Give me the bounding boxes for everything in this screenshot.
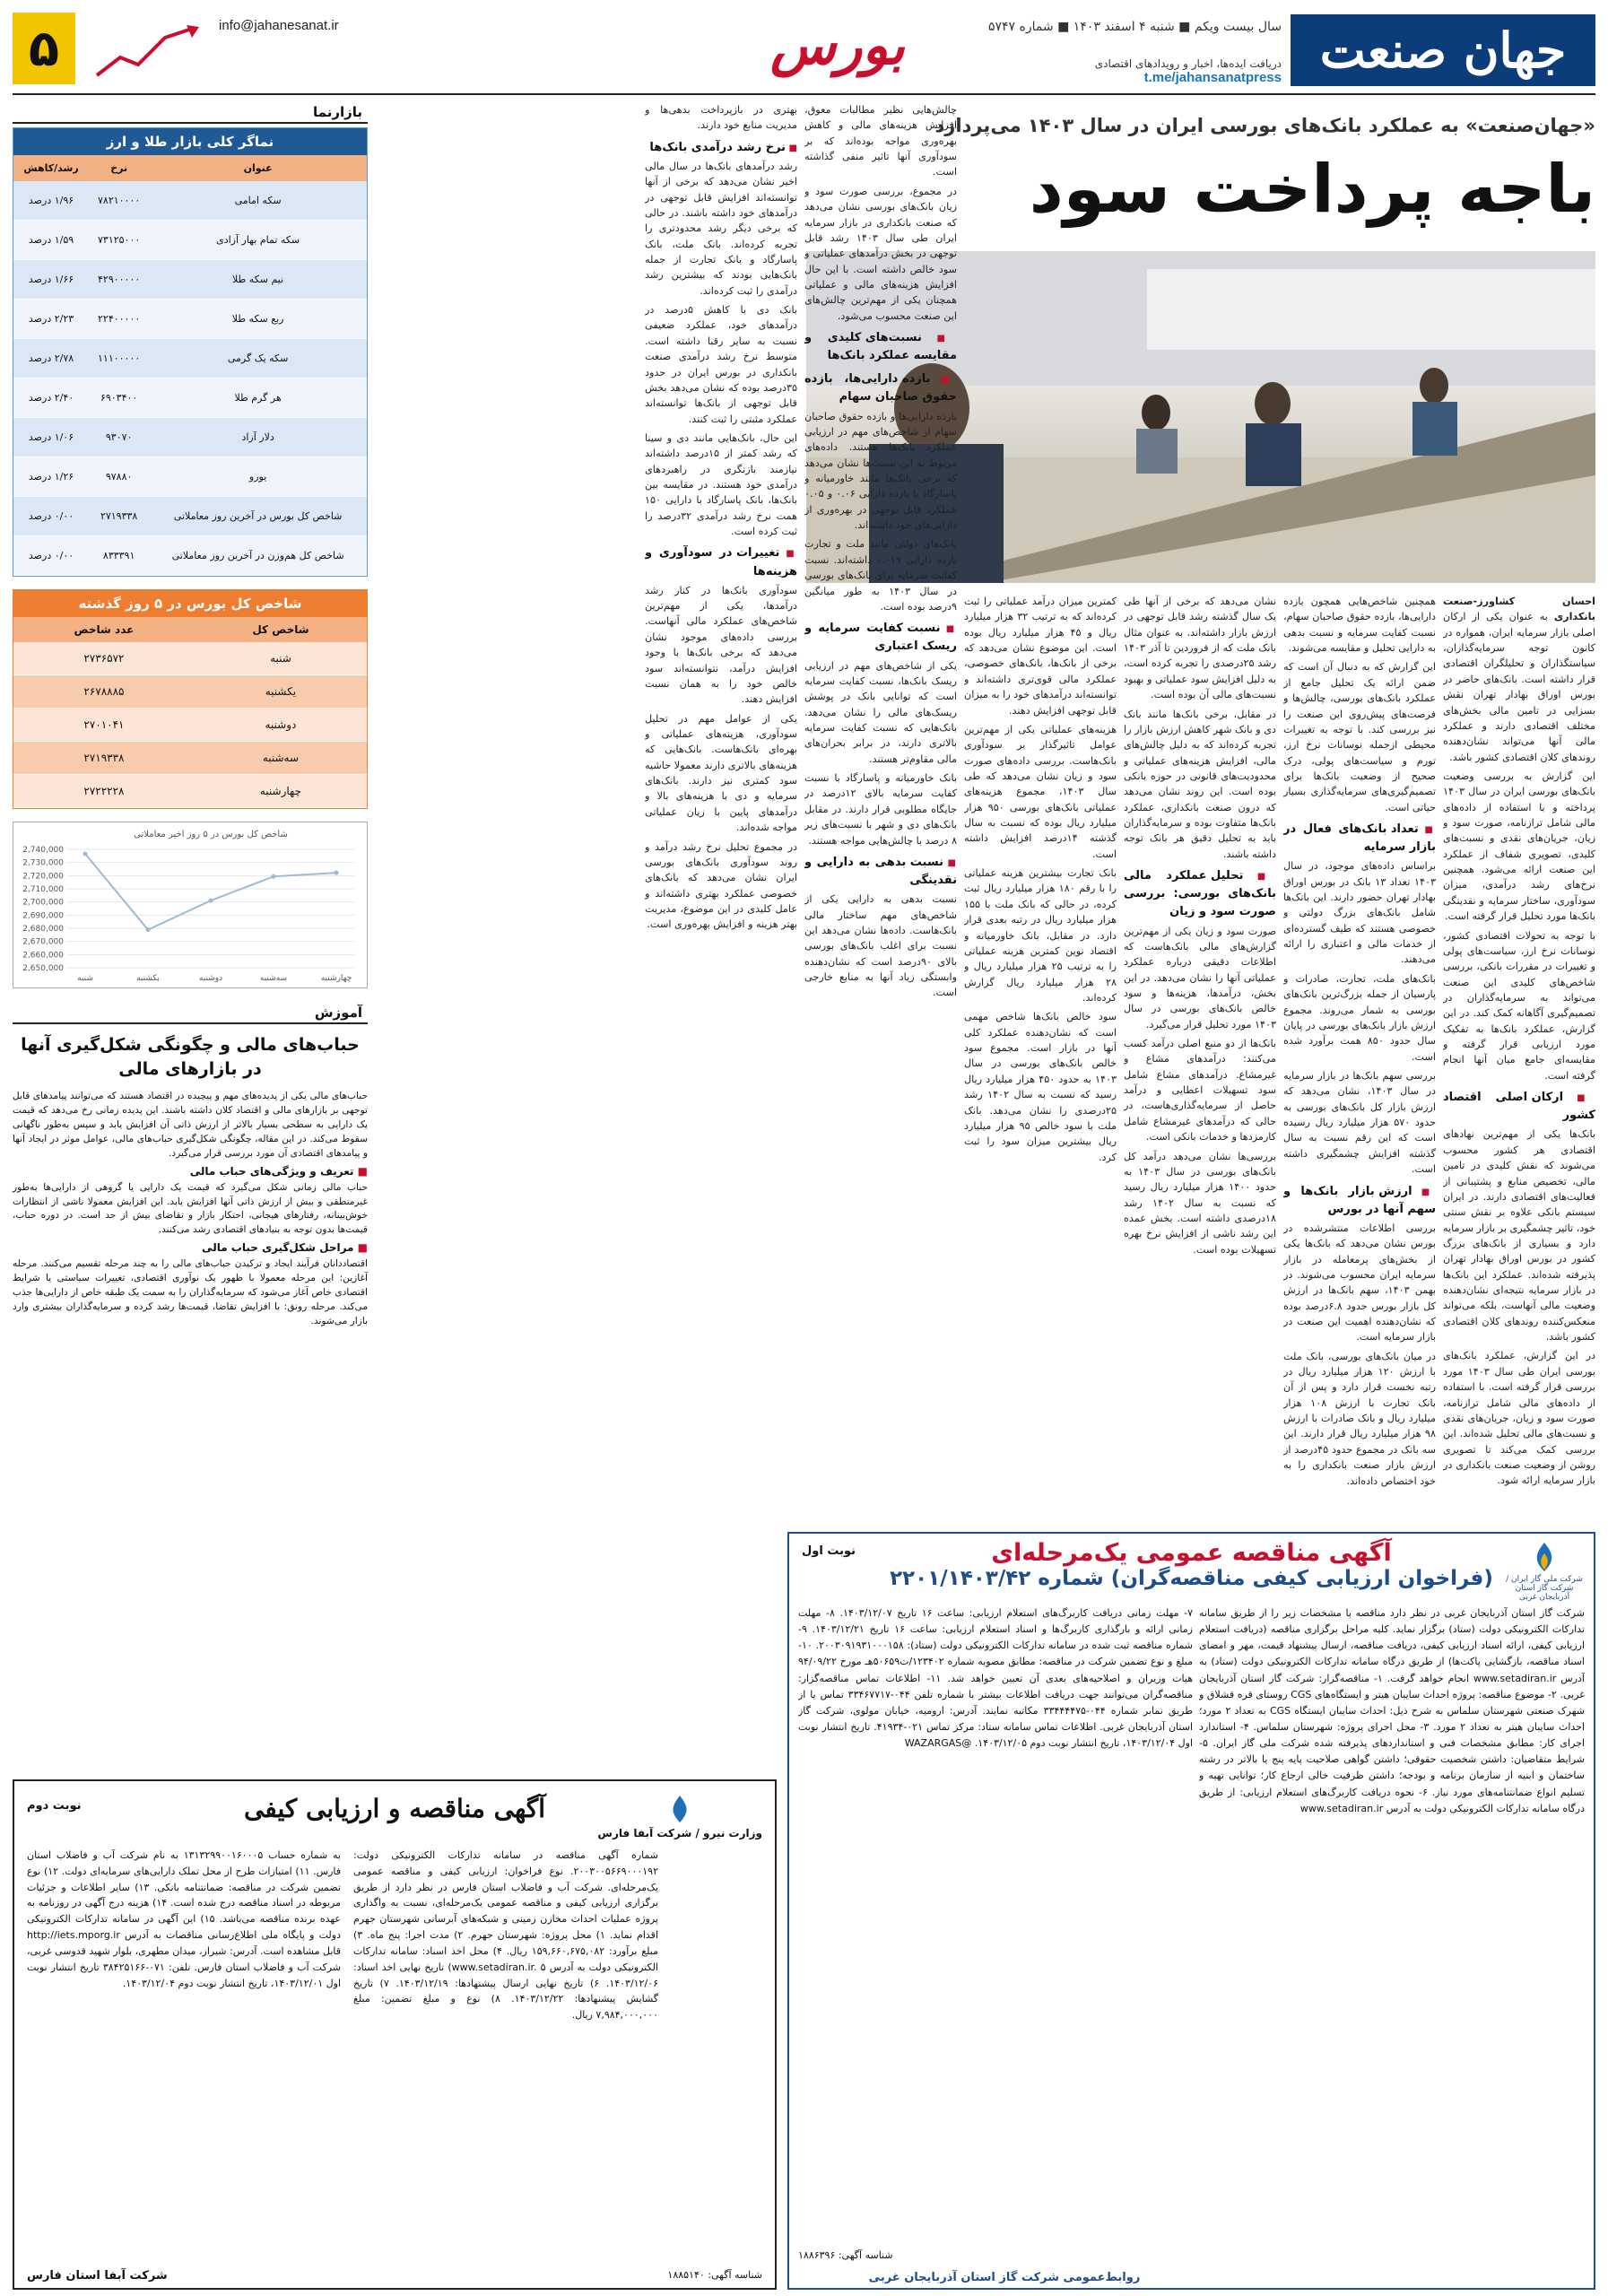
table-row xyxy=(13,378,367,418)
section-title: بورس xyxy=(770,14,905,77)
ad-id: شناسه آگهی: ۱۸۸۶۳۹۶ xyxy=(798,2249,893,2261)
section-heading: ■ تعریف و ویژگی‌های حباب مالی xyxy=(13,1165,368,1178)
y-tick-label: 2,730,000 xyxy=(22,858,64,868)
section-heading: ■ نرخ رشد درآمدی بانک‌ها xyxy=(645,139,797,157)
table-cell: ۹۳۰۷۰ xyxy=(89,418,149,457)
article-column-3 xyxy=(1124,594,1276,1526)
section-heading: ■ نسبت کفایت سرمایه و ریسک اعتباری xyxy=(804,620,957,656)
index-table-title: شاخص کل بورس در ۵ روز گذشته xyxy=(13,590,367,617)
table-row xyxy=(13,642,367,675)
paragraph: بانک تجارت بیشترین هزینه عملیاتی را با رقم ۱۸۰ هزار میلیارد ریال ثبت کرده، در حالی که بانک ملت با ۱۵۵ هزار میلیارد ریال در رتبه بعدی قرار دارد. در مقابل، بانک خاورمیانه و اقتصاد نوین کمترین هزینه عملیاتی را به ترتیب ۲۵ هزار میلیارد ریال و ۲۸ هزار میلیارد ریال گزارش کرده‌اند. xyxy=(964,867,1117,1004)
ad-body-right: شرکت گاز استان آذربایجان غربی در نظر دارد مناقصه با مشخصات زیر را از طریق سامانه تدارکات الکترونیکی دولت (ستاد) برگزار نماید. کلیه مراحل برگزاری مناقصه (دریافت استعلام ارزیابی کیفی، ارائه اسناد ارزیابی کیفی، دریافت مناقصه، ارسال پیشنهاد قیمت، مهر و امضای اسناد مناقصه، بازگشایی پاکت‌ها) از طریق درگاه سامانه تدارکات الکترونیکی دولت (ستاد) به آدرس www.setadiran.ir انجام خواهد گرفت. ۱- مناقصه‌گزار: شرکت گاز استان آذربایجان غربی. ۲- موضوع مناقصه: پروژه احداث سایبان هیتر و ایستگاه‌های CGS روستای قره قشلاق و شهرک صنعتی شهرستان سلماس به شرح ذیل: احداث سایبان ایستگاه CGS به تعداد ۲ مورد؛ احداث سایبان هیتر به تعداد ۲ مورد. ۳- محل اجرای پروژه: شهرستان سلماس. ۴- استاندارد اجرای کار: مطابق مشخصات فنی و استانداردهای پذیرفته شده شرکت ملی گاز ایران. ۵- شرایط متقاضیان: داشتن شخصیت حقوقی؛ داشتن گواهی صلاحیت پایه پنج یا بالاتر در رشته ساختمان و ابنیه از سازمان برنامه و بودجه؛ داشتن ظرفیت خالی ارجاع کار؛ توانایی تهیه و تسلیم انواع ضمانتنامه‌های مورد نیاز. ۶- نحوه دریافت کاربرگ‌های استعلام ارزیابی: از طریق درگاه سامانه تدارکات الکترونیکی دولت به آدرس www.setadiran.ir xyxy=(1199,1607,1585,1814)
table-cell: ۲/۴۰ درصد xyxy=(13,378,89,418)
table-cell: ۲/۷۸ درصد xyxy=(13,339,89,378)
section-heading: ■ تعداد بانک‌های فعال در بازار سرمایه xyxy=(1283,821,1436,857)
y-tick-label: 2,740,000 xyxy=(22,846,64,855)
y-tick-label: 2,700,000 xyxy=(22,898,64,908)
gold-table-title: نماگر کلی بازار طلا و ارز xyxy=(13,128,367,155)
paragraph: این گزارش که به دنبال آن است که ضمن ارائه یک تحلیل جامع از عملکرد بانک‌های بورسی، چالش‌ها و فرصت‌های پیش‌روی این صنعت را نیز بررسی کند. با توجه به تغییرات محیطی ازجمله نوسانات نرخ ارز، تورم و سیاست‌های پولی، درک صحیح از وضعیت بانک‌ها برای تصمیم‌گیری‌های سرمایه‌گذاری بسیار حیاتی است. xyxy=(1283,661,1436,813)
email-address[interactable]: info@jahanesanat.ir xyxy=(219,18,339,33)
education-title: حباب‌های مالی و چگونگی شکل‌گیری آنها در بازارهای مالی xyxy=(21,1035,360,1079)
paragraph: با توجه به تحولات اقتصادی کشور، نوسانات نرخ ارز، سیاست‌های پولی و تغییرات در مقررات بانکی، بررسی شاخص‌های کلیدی این صنعت می‌تواند به سرمایه‌گذاران در تصمیم‌گیری آگاهانه کمک کند. در این گزارش، عملکرد بانک‌ها به تفکیک مورد ارزیابی قرار گرفته و مقایسه‌ای جامع میان آنها انجام گرفته است. xyxy=(1443,929,1595,1082)
data-point xyxy=(209,899,213,903)
flame-icon xyxy=(1526,1541,1562,1573)
y-tick-label: 2,670,000 xyxy=(22,937,64,947)
data-point xyxy=(272,874,276,879)
issue-info: سال بیست ویکم ■ شنبه ۴ اسفند ۱۴۰۳ ■ شماره ۵۷۴۷ xyxy=(987,20,1282,34)
article-column-5 xyxy=(804,102,957,1770)
ad-title: آگهی مناقصه عمومی یک‌مرحله‌ای xyxy=(991,1539,1392,1567)
paragraph: همچنین شاخص‌هایی همچون بازده دارایی‌ها، بازده حقوق صاحبان سهام، نسبت کفایت سرمایه و نسبت بدهی به دارایی تحلیل و مقایسه می‌شوند. xyxy=(1283,596,1436,655)
index-line-chart xyxy=(13,822,368,988)
table-cell: ۰/۰۰ درصد xyxy=(13,536,89,576)
chart-title: شاخص کل بورس در ۵ روز اخیر معاملاتی xyxy=(134,830,288,839)
ad-body-right: شماره آگهی مناقصه در سامانه تدارکات الکترونیکی دولت: ۲۰۰۳۰۰۵۶۶۹۰۰۰۱۹۲. نوع فراخوان: ارزیابی کیفی و مناقصه عمومی یک‌مرحله‌ای. شرکت آب و فاضلاب استان فارس در نظر دارد از طریق برگزاری ارزیابی کیفی و مناقصه عمومی یک‌مرحله‌ای، نسبت به واگذاری پروژه عملیات احداث مخازن زمینی و شبکه‌های آبرسانی شهرستان جهرم اقدام نماید. ۱) محل پروژه: شهرستان جهرم. ۲) مدت اجرا: پنج ماه. ۳) مبلغ برآورد: ۱۵۹,۶۶۰,۶۷۵,۰۸۲ ریال. ۴) محل اخذ اسناد: سامانه تدارکات الکترونیکی دولت به آدرس www.setadiran.ir. ۵) تاریخ نهایی اخذ اسناد: ۱۴۰۳/۱۲/۰۶. ۶) تاریخ نهایی ارسال پیشنهادها: ۱۴۰۳/۱۲/۱۹. ۷) تاریخ گشایش پیشنهادها: ۱۴۰۳/۱۲/۲۲. ۸) نوع و مبلغ تضمین: مبلغ ۷,۹۸۴,۰۰۰,۰۰۰ ریال. xyxy=(353,1849,658,2022)
table-cell: چهارشنبه xyxy=(195,775,367,808)
x-tick-label: یکشنبه xyxy=(136,974,160,983)
article-column-6 xyxy=(645,102,797,1770)
data-point xyxy=(83,852,88,857)
ad-body-left: ۷- مهلت زمانی دریافت کاربرگ‌های استعلام ارزیابی: ساعت ۱۶ تاریخ ۱۴۰۳/۱۲/۰۷. ۸- مهلت زمانی ارائه و بارگذاری کاربرگ‌ها و اسناد استعلام ارزیابی: ساعت ۱۶ تاریخ ۱۴۰۳/۱۲/۲۱. ۹- شماره مناقصه ثبت شده در سامانه تدارکات الکترونیکی دولت (ستاد): ۲۰۰۳۰۹۱۹۳۱۰۰۰۱۵۸. ۱۰- مبلغ و نوع تضمین شرکت در مناقصه: مطابق مصوبه شماره ۱۲۳۴۰۲/ت۵۰۶۵۹هـ مورخ ۹۴/۰۹/۲۲ هیات وزیران و اصلاحیه‌های بعدی آن تعیین خواهد شد. ۱۱- اطلاعات تماس مناقصه‌گزار: مناقصه‌گران می‌توانند جهت دریافت اطلاعات بیشتر با شماره تلفن ۰۴۴-۳۳۴۶۷۷۱۷ تماس یا از طریق نمابر شماره ۰۴۴-۳۳۴۴۴۴۷۵ مکاتبه نمایند. آدرس: ارومیه، خیابان مولوی، شرکت گاز استان آذربایجان غربی. اطلاعات تماس سامانه ستاد: مرکز تماس ۰۲۱-۴۱۹۳۴. تاریخ انتشار نوبت اول ۱۴۰۳/۱۲/۰۴، تاریخ انتشار نوبت دوم ۱۴۰۳/۱۲/۰۵. @WAZARGAS xyxy=(798,1607,1193,1750)
table-cell: سه‌شنبه xyxy=(195,742,367,775)
paragraph: یکی از شاخص‌های مهم در ارزیابی ریسک بانک‌ها، نسبت کفایت سرمایه است که توانایی بانک در پوشش ریسک‌های مالی را نشان می‌دهد. بانک‌هایی که نسبت کفایت سرمایه بالاتری دارند، در برابر بحران‌های مالی مقاوم‌تر هستند. xyxy=(804,659,957,765)
paragraph: در این گزارش، عملکرد بانک‌های بورسی ایران طی سال ۱۴۰۳ مورد بررسی قرار گرفته است. با استفاده از داده‌های مالی شامل ترازنامه، صورت سود و زیان، جریان‌های نقدی و نسبت‌های مالی تحلیل شده‌اند. این بررسی کمک می‌کند تا تصویری روشن از وضعیت صنعت بانکداری در بازار سرمایه ارائه شود. xyxy=(1443,1350,1595,1487)
table-cell: ۲/۲۳ درصد xyxy=(13,300,89,339)
section-heading: ■ تحلیل عملکرد مالی بانک‌های بورسی: بررسی صورت سود و زیان xyxy=(1124,867,1276,921)
paragraph: نشان می‌دهد که برخی از آنها طی یک سال گذشته رشد قابل توجهی در ارزش بازار داشته‌اند. به عنوان مثال بانک ملت که از فروردین تا آذر ۱۴۰۳ رشد ۲۵درصدی را تجربه کرده است، به دلیل افزایش سود عملیاتی و بهبود نسبت‌های مالی آن بوده است. xyxy=(1124,596,1276,701)
table-cell: ۴۲۹۰۰۰۰۰ xyxy=(89,260,149,300)
table-row xyxy=(13,775,367,808)
paragraph: هزینه‌های عملیاتی یکی از مهم‌ترین عوامل تاثیرگذار بر سودآوری بانک‌هاست. بررسی داده‌های صورت سود و زیان نشان می‌دهد که طی سال ۱۴۰۳، مجموع هزینه‌های عملیاتی بانک‌های بورسی ۹۵۰ هزار میلیارد ریال بوده که نسبت به سال گذشته ۱۴درصد افزایش داشته است. xyxy=(964,723,1117,860)
table-row xyxy=(13,418,367,457)
data-point xyxy=(335,871,339,875)
x-tick-label: دوشنبه xyxy=(198,974,223,983)
table-cell: ۸۳۳۳۹۱ xyxy=(89,536,149,576)
table-cell: ۲۷۳۶۵۷۲ xyxy=(13,642,195,675)
paragraph: این حال، بانک‌هایی مانند دی و سینا که رشد کمتر از ۱۵درصد داشته‌اند نیازمند بازنگری در راهبردهای درآمدی خود هستند. در مقایسه بین بانک‌ها، بانک پاسارگاد با دارایی ۱۵۰ همت نرخ رشد درآمدی ۳۲درصد را ثبت کرده است. xyxy=(645,431,797,538)
paragraph: در میان بانک‌های بورسی، بانک ملت با ارزش ۱۲۰ هزار میلیارد ریال در رتبه نخست قرار دارد و پس از آن بانک تجارت با ارزش ۱۰۸ هزار میلیارد ریال و بانک صادرات با ارزش ۹۸ هزار میلیارد ریال قرار دارند. این سه بانک در مجموع حدود ۴۵درصد از ارزش بازار صنعت بانکداری را به خود اختصاص داده‌اند. xyxy=(1283,1350,1436,1487)
table-cell: ۱۱۱۰۰۰۰۰ xyxy=(89,339,149,378)
paragraph: در مقابل، برخی بانک‌ها مانند بانک دی و بانک شهر کاهش ارزش بازار را تجربه کرده‌اند که به دلیل چالش‌های مالی، افزایش هزینه‌های عملیاتی و محدودیت‌های قانونی در حوزه بانکی بوده است. این روند نشان می‌دهد که درون صنعت بانکداری، عملکرد بانک‌ها متفاوت بوده و سرمایه‌گذاران باید به تحلیل دقیق هر بانک توجه داشته باشند. xyxy=(1124,708,1276,860)
column-header: عنوان xyxy=(149,155,367,181)
paragraph: حباب‌های مالی یکی از پدیده‌های مهم و پیچیده در اقتصاد هستند که می‌توانند پیامدهای قابل توجهی بر بازارهای مالی و اقتصاد کلان داشته باشند. این پدیده زمانی رخ می‌دهد که قیمت یک دارایی به سطحی بسیار بالاتر از ارزش ذاتی آن افزایش یابد و سپس به‌طور ناگهانی سقوط می‌کند. در این مقاله، چگونگی شکل‌گیری حباب‌های مالی، عوامل موثر در ایجاد آنها و پیامدهای اقتصادی آن مورد بررسی قرار می‌گیرد. xyxy=(13,1091,368,1159)
table-cell: ۱/۰۶ درصد xyxy=(13,418,89,457)
section-heading: ■ تغییرات در سودآوری و هزینه‌ها xyxy=(645,544,797,580)
paragraph: حباب مالی زمانی شکل می‌گیرد که قیمت یک دارایی یا گروهی از دارایی‌ها به‌طور غیرمنطقی و بیش از ارزش ذاتی آنها افزایش یابد. این افزایش معمولا ناشی از انتظارات خوش‌بینانه، رفتارهای هیجانی، احتکار بازار و تقاضای بیش از حد است. در دوره حباب، قیمت‌ها بدون توجه به بنیادهای اقتصادی رشد می‌کنند. xyxy=(13,1181,368,1236)
water-tender-ad xyxy=(13,1779,777,2290)
paragraph: بانک دی با کاهش ۵درصد در درآمدهای خود، عملکرد ضعیفی نسبت به سایر رقبا داشته است. متوسط نرخ رشد درآمدی صنعت بانکداری در بورس ایران در حدود ۳۵درصد بوده که نشان می‌دهد بخش قابل توجهی از بانک‌ها توانسته‌اند عملکرد مثبتی را ثبت کنند. xyxy=(645,304,797,425)
table-cell: ۲۷۱۹۳۳۸ xyxy=(89,497,149,536)
paragraph: در مجموع، بررسی صورت سود و زیان بانک‌های بورسی نشان می‌دهد که صنعت بانکداری در بازار سرمایه ایران طی سال ۱۴۰۳ رشد قابل توجهی در بخش درآمدهای عملیاتی و سود خالص داشته است. با این حال افزایش هزینه‌های مالی و عملیاتی همچنان یکی از مهم‌ترین چالش‌های این صنعت محسوب می‌شود. xyxy=(804,185,957,322)
table-cell: ۰/۰۰ درصد xyxy=(13,497,89,536)
article-column-4 xyxy=(964,594,1117,1526)
table-cell: دلار آزاد xyxy=(149,418,367,457)
gold-currency-table xyxy=(13,155,367,576)
column-header: عدد شاخص xyxy=(13,617,195,642)
series-line xyxy=(85,854,336,930)
section-heading: ■ نسبت بدهی به دارایی و نقدینگی xyxy=(804,854,957,890)
paragraph: در مجموع تحلیل نرخ رشد درآمد و روند سودآوری بانک‌های بورسی ایران نشان می‌دهد که بانک‌های خصوصی عملکرد بهتری داشته‌اند و عامل کلیدی در این موضوع، مدیریت بهتر هزینه و افزایش بهره‌وری است. xyxy=(645,840,797,931)
paragraph: به عنوان یکی از ارکان اصلی بازار سرمایه ایران، همواره در کانون توجه سرمایه‌گذاران، سیاستگذاران و تحلیلگران اقتصادی قرار داشته است. بانک‌های حاضر در بورس اوراق بهادار تهران نقش بسزایی در تامین مالی بخش‌های مختلف اقتصادی دارند و عملکرد مالی آنها می‌تواند نشان‌دهنده روندهای کلان اقتصادی کشور باشد. xyxy=(1443,611,1595,763)
section-heading: ■ ارکان اصلی اقتصاد کشور xyxy=(1443,1089,1595,1125)
ad-round-tag: نوبت دوم xyxy=(27,1799,82,1813)
table-cell: ۷۳۱۲۵۰۰۰ xyxy=(89,221,149,260)
ad-subtitle: (فراخوان ارزیابی کیفی مناقصه‌گران) شماره ۲۲۰۱/۱۴۰۳/۴۲ xyxy=(890,1567,1493,1590)
company-name: شرکت ملی گاز ایران / شرکت گاز استان آذربایجان غربی xyxy=(1506,1575,1583,1602)
paragraph: رشد درآمدهای بانک‌ها در سال مالی اخیر نشان می‌دهد که برخی از آنها توانسته‌اند افزایش قابل توجهی در درآمدهای خود داشته باشند. در حالی که برخی دیگر رشد محدودتری را تجربه کرده‌اند. بانک ملت، بانک پاسارگاد و بانک تجارت از جمله بانک‌هایی بودند که بیشترین رشد درآمدی را ثبت کرده‌اند. xyxy=(645,160,797,297)
paragraph: سود خالص بانک‌ها شاخص مهمی است که نشان‌دهنده عملکرد کلی آنها در بازار است. مجموع سود خالص بانک‌های بورسی در سال ۱۴۰۳ به حدود ۴۵۰ هزار میلیارد ریال رسید که نسبت به سال ۱۴۰۲ رشد ۲۵درصدی را نشان می‌دهد. بانک ملت با سود خالص ۹۵ هزار میلیارد ریال بیشترین میزان سود را ثبت کرد. xyxy=(964,1011,1117,1163)
table-row xyxy=(13,457,367,497)
y-tick-label: 2,680,000 xyxy=(22,925,64,934)
paragraph: بانک‌ها یکی از مهم‌ترین نهادهای اقتصادی هر کشور محسوب می‌شوند که نقش کلیدی در تامین مالی، تخصیص منابع و پشتیبانی از فعالیت‌های اقتصادی دارند. در ایران سیستم بانکی علاوه بر نقش سنتی خود، تاثیر چشمگیری بر بازار سرمایه دارد و بسیاری از بانک‌های بزرگ کشور در بورس اوراق بهادار تهران پذیرفته شده‌اند. عملکرد این بانک‌ها در بازار سرمایه نتیجه‌ای نشان‌دهنده وضعیت مالی آنهاست، بلکه می‌تواند منعکس‌کننده روندهای کلان اقتصادی کشور باشد. xyxy=(1443,1128,1595,1344)
table-row xyxy=(13,181,367,221)
y-tick-label: 2,650,000 xyxy=(22,964,64,973)
paragraph: بهتری در بازپرداخت بدهی‌ها و مدیریت منابع خود دارند. xyxy=(645,104,797,132)
table-cell: هر گرم طلا xyxy=(149,378,367,418)
education-section-title: آموزش xyxy=(13,1003,368,1024)
paragraph: براساس داده‌های موجود، در سال ۱۴۰۳ تعداد ۱۳ بانک در بورس اوراق بهادار تهران حضور دارند. این بانک‌ها شامل بانک‌های بزرگ دولتی و خصوصی هستند که طیف گسترده‌ای از خدمات مالی و اعتباری را ارائه می‌دهند. xyxy=(1283,860,1436,966)
paragraph: چالش‌هایی نظیر مطالبات معوق، افزایش هزینه‌های مالی و کاهش بهره‌وری مواجه بوده‌اند که بر سودآوری آنها تاثیر منفی گذاشته است. xyxy=(804,104,957,178)
table-cell: ۲۷۰۱۰۴۱ xyxy=(13,709,195,742)
ministry-logo xyxy=(597,1794,762,1839)
paragraph: نسبت بدهی به دارایی یکی از شاخص‌های مهم ساختار مالی بانک‌هاست. داده‌ها نشان می‌دهد این نسبت برای اغلب بانک‌های بورسی بالای ۹۰درصد است که نشان‌دهنده وابستگی زیاد آنها به منابع خارجی است. xyxy=(804,893,957,999)
table-cell: یکشنبه xyxy=(195,675,367,709)
table-cell: سکه تمام بهار آزادی xyxy=(149,221,367,260)
telegram-caption: دریافت ایده‌ها، اخبار و رویدادهای اقتصادی xyxy=(1094,57,1282,70)
table-cell: ۱/۲۶ درصد xyxy=(13,457,89,497)
paragraph: یکی از عوامل مهم در تحلیل سودآوری، هزینه‌های عملیاتی و بهره‌ای بانک‌هاست. بانک‌هایی که هزینه‌های بالاتری دارند معمولا حاشیه سود کمتری نیز دارند. بانک‌های سرمایه و دی با هزینه‌های بالا و درآمدهای پایین با زیان عملیاتی مواجه شده‌اند. xyxy=(645,712,797,834)
paragraph: کمترین میزان درآمد عملیاتی را ثبت کرده‌اند که به ترتیب ۳۲ هزار میلیارد ریال و ۴۵ هزار میلیارد ریال بوده است. این موضوع نشان می‌دهد که برخی از بانک‌ها، بانک‌های خصوصی، عملکرد مالی قوی‌تری داشته‌اند و توانسته‌اند درآمدهای خود را به میزان قابل توجهی افزایش دهند. xyxy=(964,596,1117,717)
ad-footer: شرکت آبفا استان فارس xyxy=(27,2269,168,2283)
table-cell: ربع سکه طلا xyxy=(149,300,367,339)
table-cell: ۹۷۸۸۰ xyxy=(89,457,149,497)
paragraph: بررسی سهم بانک‌ها در بازار سرمایه در سال ۱۴۰۳، نشان می‌دهد که ارزش بازار کل بانک‌های بورسی به حدود ۵۷۰ هزار میلیارد ریال رسیده است که این رقم نسبت به سال گذشته افزایش چشمگیری داشته است. xyxy=(1283,1069,1436,1176)
table-cell: ۷۸۲۱۰۰۰۰ xyxy=(89,181,149,221)
table-row xyxy=(13,675,367,709)
x-tick-label: چهارشنبه xyxy=(320,974,352,983)
table-cell: شاخص کل بورس در آخرین روز معاملاتی xyxy=(149,497,367,536)
ad-title: آگهی مناقصه و ارزیابی کیفی xyxy=(243,1794,546,1823)
sidebar-section-title: بازارنما xyxy=(13,102,368,124)
telegram-block[interactable] xyxy=(1095,57,1282,85)
gas-tender-ad xyxy=(787,1532,1595,2290)
paragraph: بازده دارایی‌ها و بازده حقوق صاحبان سهام از شاخص‌های مهم در ارزیابی عملکرد بانک‌ها هستند. داده‌های مربوط به این نسبت‌ها نشان می‌دهد که برخی بانک‌ها مانند خاورمیانه و پاسارگاد با بازده دارایی ۰.۰۶ و ۰.۰۵ عملکرد قابل توجهی در بهره‌وری از دارایی‌های خود داشته‌اند. xyxy=(804,410,957,532)
section-heading: ■ نسبت‌های کلیدی و مقایسه عملکرد بانک‌ها xyxy=(804,329,957,365)
masthead xyxy=(13,13,1595,95)
gas-company-logo xyxy=(1504,1541,1585,1602)
index-table xyxy=(13,617,367,808)
paragraph: این گزارش به بررسی وضعیت بانک‌های بورسی ایران در سال ۱۴۰۳ پرداخته و با استفاده از داده‌های مالی شامل ترازنامه، صورت سود و زیان، جریان‌های نقدی و نسبت‌های کلیدی، تصویری شفاف از عملکرد این صنعت ارائه می‌شود. همچنین نرخ‌های رشد درآمدی، میزان سودآوری، ساختار سرمایه و نقدینگی بانک‌ها مورد تحلیل قرار گرفته است. xyxy=(1443,770,1595,923)
article-subtitle: «جهان‌صنعت» به عملکرد بانک‌های بورسی ایران در سال ۱۴۰۳ می‌پردازد xyxy=(934,115,1595,136)
table-cell: دوشنبه xyxy=(195,709,367,742)
table-row xyxy=(13,221,367,260)
market-sidebar xyxy=(13,102,368,1329)
paragraph: بانک‌ها از دو منبع اصلی درآمد کسب می‌کنند: درآمدهای مشاع و غیرمشاع. درآمدهای مشاع شامل سود تسهیلات اعطایی و درآمد حاصل از سرمایه‌گذاری‌هاست، در حالی که درآمدهای غیرمشاع شامل کارمزدها و خدمات بانکی است. xyxy=(1124,1038,1276,1144)
table-cell: نیم سکه طلا xyxy=(149,260,367,300)
table-row xyxy=(13,300,367,339)
paragraph: بانک‌های ملت، تجارت، صادرات و پارسیان از جمله بزرگ‌ترین بانک‌های بورسی به شمار می‌روند. مجموع ارزش بازار بانک‌های بورسی در پایان سال حدود ۸۵۰ همت برآورد شده است. xyxy=(1283,972,1436,1063)
section-heading: ■ بازده دارایی‌ها، بازده حقوق صاحبان سهام xyxy=(804,370,957,406)
table-cell: ۲۷۱۹۳۳۸ xyxy=(13,742,195,775)
paragraph: بانک خاورمیانه و پاسارگاد با نسبت کفایت سرمایه بالای ۱۲درصد در جایگاه مطلوبی قرار دارند. در مقابل بانک‌های دی و شهر با نسبت‌های زیر ۸ درصد با چالش‌هایی مواجه هستند. xyxy=(804,772,957,847)
table-cell: ۱/۹۶ درصد xyxy=(13,181,89,221)
y-tick-label: 2,660,000 xyxy=(22,951,64,961)
author-byline: احسان کشاورز-صنعت بانکداری xyxy=(1443,596,1595,623)
table-cell: ۲۶۷۸۸۸۵ xyxy=(13,675,195,709)
paragraph: صورت سود و زیان یکی از مهم‌ترین گزارش‌های مالی بانک‌هاست که اطلاعات دقیقی درباره عملکرد عملیاتی آنها را نشان می‌دهد. در این بخش، درآمدها، هزینه‌ها و سود خالص بانک‌های بورسی در سال ۱۴۰۳ مورد تحلیل قرار می‌گیرد. xyxy=(1124,925,1276,1031)
newspaper-logo[interactable]: جهان صنعت xyxy=(1291,14,1595,86)
ad-id: شناسه آگهی: ۱۸۸۵۱۴۰ xyxy=(667,2269,762,2281)
table-cell: سکه یک گرمی xyxy=(149,339,367,378)
x-tick-label: شنبه xyxy=(77,974,93,983)
trend-chart-icon xyxy=(93,22,201,84)
ad-round-tag: نوبت اول xyxy=(802,1544,856,1558)
data-point xyxy=(146,927,151,932)
article-column-1 xyxy=(1443,594,1595,1526)
chart-canvas xyxy=(13,822,367,987)
paragraph: بررسی اطلاعات منتشرشده در بورس نشان می‌دهد که بانک‌ها یکی از بخش‌های پرمعامله در بازار سرمایه ایران محسوب می‌شوند. در بهمن ۱۴۰۳، سهم بانک‌ها در ارزش کل بازار بورس حدود ۶.۸درصد بوده که نشان‌دهنده اهمیت این صنعت در بازار سرمایه است. xyxy=(1283,1222,1436,1344)
article-column-2 xyxy=(1283,594,1436,1526)
section-heading: ■ مراحل شکل‌گیری حباب مالی xyxy=(13,1241,368,1254)
table-row xyxy=(13,497,367,536)
table-cell: شاخص کل هم‌وزن در آخرین روز معاملاتی xyxy=(149,536,367,576)
ad-body-left: به شماره حساب ۱۳۱۳۲۹۹۰۰۱۶۰۰۰۵ به نام شرکت آب و فاضلاب استان فارس. ۱۱) امتیازات طرح از محل تملک دارایی‌های سرمایه‌ای دولت. ۱۲) نوع تضمین شرکت در مناقصه: ضمانتنامه بانکی. ۱۳) سایر اطلاعات و جزئیات مربوطه در اسناد مناقصه درج شده است. ۱۴) هزینه درج آگهی در روزنامه به عهده برنده مناقصه می‌باشد. ۱۵) این آگهی در سامانه تدارکات الکترونیکی دولت و پایگاه ملی اطلاع‌رسانی مناقصات به آدرس http://iets.mporg.ir قابل مشاهده است. آدرس: شیراز، میدان مطهری، بلوار شهید قدوسی غربی، شرکت آب و فاضلاب استان فارس. تلفن: ۰۷۱-۳۸۴۲۵۱۶۶ تاریخ انتشار نوبت اول ۱۴۰۳/۱۲/۰۱، تاریخ انتشار نوبت دوم ۱۴۰۳/۱۲/۰۴. xyxy=(27,1849,341,1989)
paragraph: سودآوری بانک‌ها در کنار رشد درآمدها، یکی از مهم‌ترین شاخص‌های عملکرد مالی آنهاست. بررسی داده‌های موجود نشان می‌دهد که برخی بانک‌ها با وجود افزایش درآمد، نتوانسته‌اند سود خالص خود را به همان نسبت افزایش دهند. xyxy=(645,584,797,706)
y-tick-label: 2,710,000 xyxy=(22,885,64,894)
index-table-box xyxy=(13,589,368,809)
table-cell: ۱/۶۶ درصد xyxy=(13,260,89,300)
article-title: باجه پرداخت سود xyxy=(1029,151,1595,228)
column-header: نرخ xyxy=(89,155,149,181)
table-row xyxy=(13,536,367,576)
table-row xyxy=(13,339,367,378)
table-cell: سکه امامی xyxy=(149,181,367,221)
column-header: رشد/کاهش xyxy=(13,155,89,181)
gold-currency-table-box xyxy=(13,127,368,577)
water-drop-icon xyxy=(665,1794,695,1824)
paragraph: بانک‌های دولتی مانند ملت و تجارت بازده دارایی ۰.۰۱۹ داشته‌اند. نسبت کفایت سرمایه برای بانک‌های بورسی در سال ۱۴۰۳ به طور میانگین ۹درصد بوده است. xyxy=(804,538,957,613)
paragraph: بررسی‌ها نشان می‌دهد درآمد کل بانک‌های بورسی در سال ۱۴۰۳ به حدود ۱۴۰۰ هزار میلیارد ریال رسید که نسبت به سال ۱۴۰۲ رشد ۱۸درصدی داشته است. بخش عمده این رشد ناشی از افزایش نرخ بهره تسهیلات بوده است. xyxy=(1124,1150,1276,1256)
y-tick-label: 2,690,000 xyxy=(22,911,64,921)
page-number: ۵ xyxy=(13,13,75,84)
table-cell: ۲۲۴۰۰۰۰۰ xyxy=(89,300,149,339)
table-cell: ۲۷۲۲۲۲۸ xyxy=(13,775,195,808)
table-row xyxy=(13,742,367,775)
y-tick-label: 2,720,000 xyxy=(22,872,64,882)
table-row xyxy=(13,260,367,300)
column-header: شاخص کل xyxy=(195,617,367,642)
table-cell: یورو xyxy=(149,457,367,497)
table-cell: ۶۹۰۳۴۰۰ xyxy=(89,378,149,418)
paragraph: اقتصاددانان فرآیند ایجاد و ترکیدن حباب‌های مالی را به چند مرحله تقسیم می‌کنند. مرحله آغازین: این مرحله معمولا با ظهور یک نوآوری اقتصادی، تغییرات سیاستی یا شرایط اقتصادی خاص آغاز می‌شود که سرمایه‌گذاران را به سمت یک طبقه خاص از دارایی‌ها جذب می‌کند. مرحله رونق: با افزایش تقاضا، قیمت‌ها رشد کرده و سرمایه‌گذاران بیشتری وارد بازار می‌شوند. xyxy=(13,1258,368,1326)
ministry-name: وزارت نیرو / شرکت آبفا فارس xyxy=(597,1827,762,1839)
table-cell: ۱/۵۹ درصد xyxy=(13,221,89,260)
x-tick-label: سه‌شنبه xyxy=(259,974,288,983)
education-section xyxy=(13,1003,368,1329)
section-heading: ■ ارزش بازار بانک‌ها و سهم آنها در بورس xyxy=(1283,1183,1436,1219)
telegram-link[interactable]: t.me/jahansanatpress xyxy=(1143,70,1282,85)
table-cell: شنبه xyxy=(195,642,367,675)
table-row xyxy=(13,709,367,742)
ad-footer: روابط‌عمومی شرکت گاز استان آذربایجان غربی xyxy=(868,2271,1141,2284)
